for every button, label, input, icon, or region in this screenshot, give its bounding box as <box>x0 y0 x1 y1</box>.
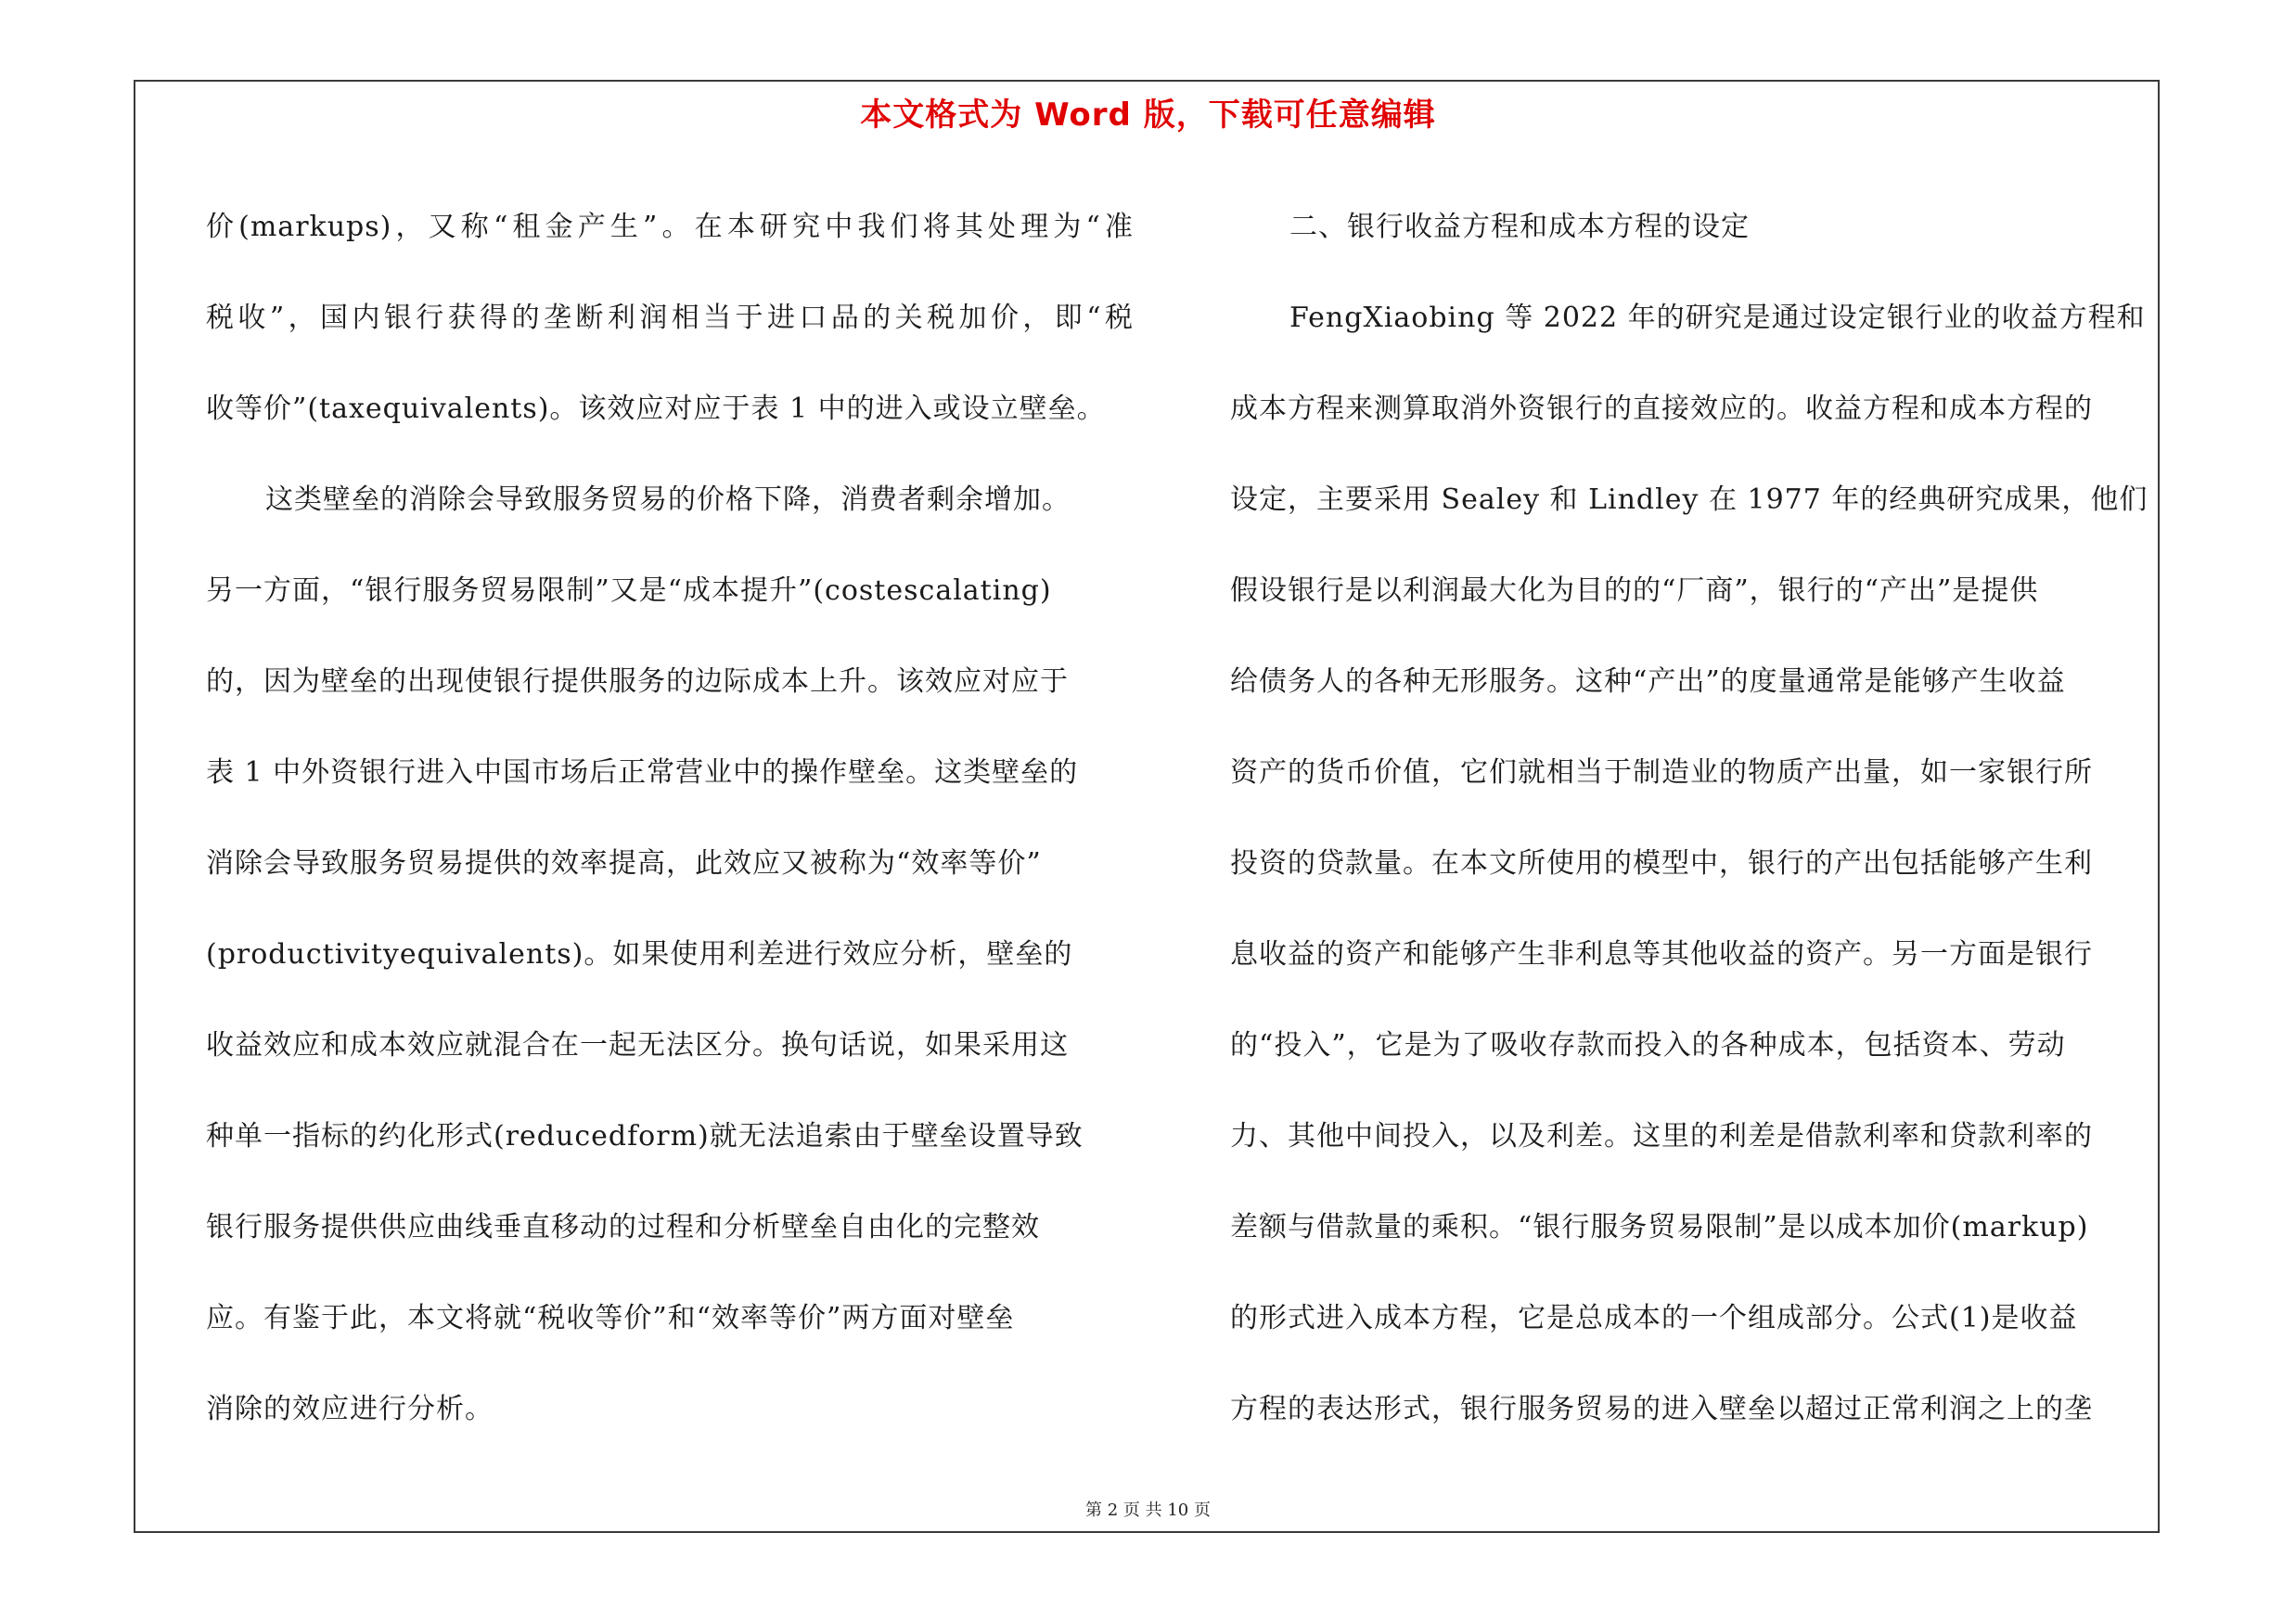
paragraph-line: 表 1 中外资银行进入中国市场后正常营业中的操作壁垒。这类壁垒的 <box>206 756 1079 789</box>
paragraph-line: 这类壁垒的消除会导致服务贸易的价格下降，消费者剩余增加。 <box>265 483 1071 516</box>
paragraph-line: 的形式进入成本方程，它是总成本的一个组成部分。公式(1)是收益 <box>1230 1302 2078 1334</box>
paragraph-line: 价(markups)，又称“租金产生”。在本研究中我们将其处理为“准 <box>206 211 1134 243</box>
page-number-footer: 第 2 页 共 10 页 <box>1085 1501 1211 1520</box>
paragraph-line: 应。有鉴于此，本文将就“税收等价”和“效率等价”两方面对壁垒 <box>206 1302 1015 1334</box>
paragraph-line: 给债务人的各种无形服务。这种“产出”的度量通常是能够产生收益 <box>1230 665 2066 698</box>
section-heading: 二、银行收益方程和成本方程的设定 <box>1289 211 1750 243</box>
paragraph-line: 投资的贷款量。在本文所使用的模型中，银行的产出包括能够产生利 <box>1230 847 2093 880</box>
paragraph-line: 力、其他中间投入，以及利差。这里的利差是借款利率和贷款利率的 <box>1230 1120 2093 1153</box>
paragraph-line: 方程的表达形式，银行服务贸易的进入壁垒以超过正常利润之上的垄 <box>1230 1393 2093 1425</box>
paragraph-line: FengXiaobing 等 2022 年的研究是通过设定银行业的收益方程和 <box>1289 302 2146 334</box>
paragraph-line: 的，因为壁垒的出现使银行提供服务的边际成本上升。该效应对应于 <box>206 665 1069 698</box>
paragraph-line: 设定，主要采用 Sealey 和 Lindley 在 1977 年的经典研究成果，他们 <box>1230 483 2148 516</box>
paragraph-line: 税收”，国内银行获得的垄断利润相当于进口品的关税加价，即“税 <box>206 302 1134 334</box>
paragraph-line: 的“投入”，它是为了吸收存款而投入的各种成本，包括资本、劳动 <box>1230 1029 2066 1062</box>
paragraph-line: 收等价”(taxequivalents)。该效应对应于表 1 中的进入或设立壁垒。 <box>206 393 1106 425</box>
paragraph-line: 消除会导致服务贸易提供的效率提高，此效应又被称为“效率等价” <box>206 847 1042 880</box>
paragraph-line: 息收益的资产和能够产生非利息等其他收益的资产。另一方面是银行 <box>1230 938 2093 971</box>
paragraph-line: 成本方程来测算取消外资银行的直接效应的。收益方程和成本方程的 <box>1230 393 2093 425</box>
paragraph-line: 假设银行是以利润最大化为目的的“厂商”，银行的“产出”是提供 <box>1230 574 2039 607</box>
paragraph-line: 差额与借款量的乘积。“银行服务贸易限制”是以成本加价(markup) <box>1230 1211 2089 1243</box>
paragraph-line: 银行服务提供供应曲线垂直移动的过程和分析壁垒自由化的完整效 <box>206 1211 1040 1243</box>
paragraph-line: 收益效应和成本效应就混合在一起无法区分。换句话说，如果采用这 <box>206 1029 1069 1062</box>
right-column <box>1230 182 2156 1455</box>
paragraph-line: (productivityequivalents)。如果使用利差进行效应分析，壁垒的 <box>206 938 1073 971</box>
word-format-banner: 本文格式为 Word 版，下载可任意编辑 <box>860 97 1436 134</box>
paragraph-line: 消除的效应进行分析。 <box>206 1393 494 1425</box>
paragraph-line: 种单一指标的约化形式(reducedform)就无法追索由于壁垒设置导致 <box>206 1120 1084 1153</box>
paragraph-line: 资产的货币价值，它们就相当于制造业的物质产出量，如一家银行所 <box>1230 756 2093 789</box>
left-column <box>206 182 1134 1455</box>
paragraph-line: 另一方面，“银行服务贸易限制”又是“成本提升”(costescalating) <box>206 574 1052 607</box>
